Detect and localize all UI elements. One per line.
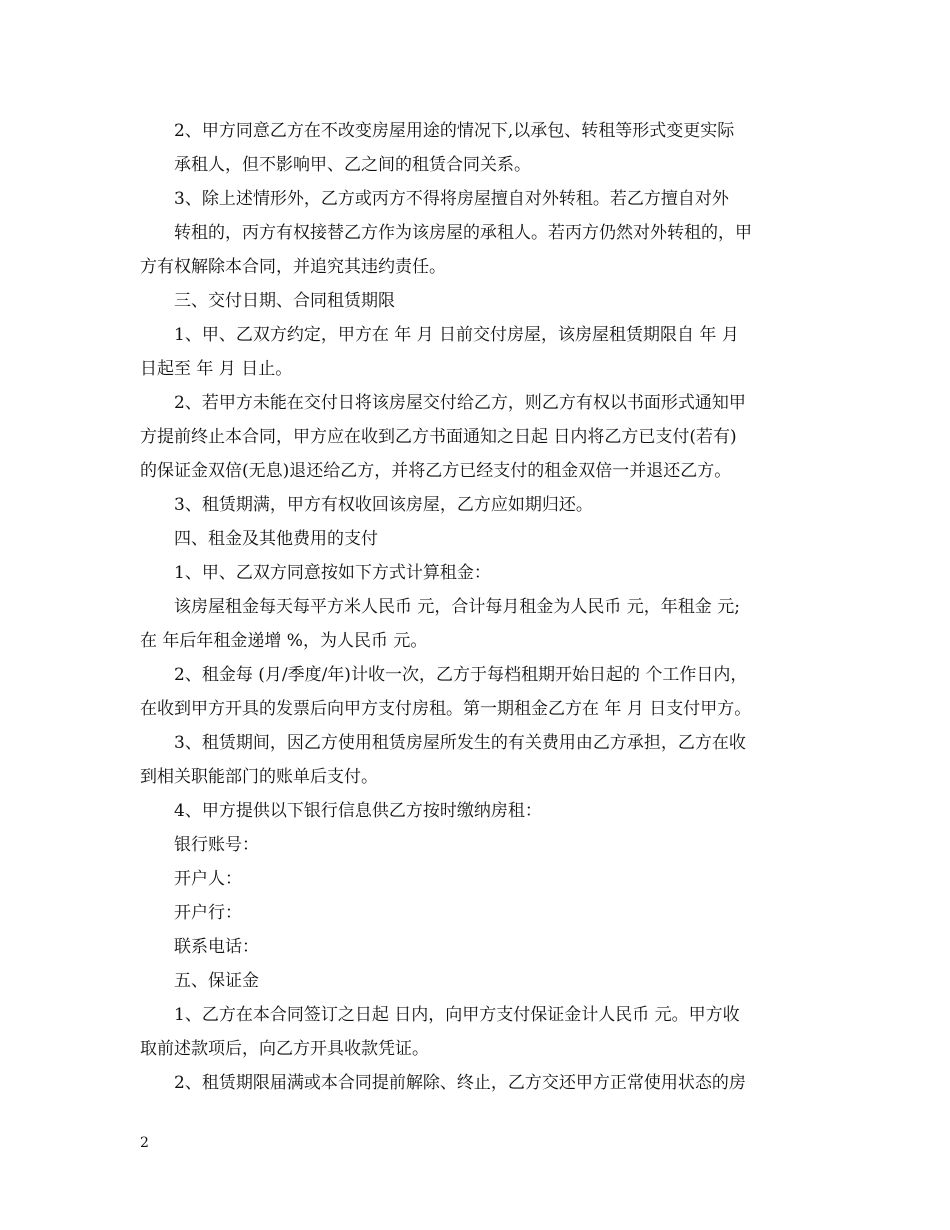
text-line: 2、甲方同意乙方在不改变房屋用途的情况下,以承包、转租等形式变更实际	[174, 121, 735, 141]
contract-text-body	[140, 117, 820, 1103]
text-line: 3、除上述情形外，乙方或丙方不得将房屋擅自对外转租。若乙方擅自对外	[174, 189, 729, 209]
text-line: 2、若甲方未能在交付日将该房屋交付给乙方，则乙方有权以书面形式通知甲	[174, 393, 746, 413]
text-line: 方有权解除本合同，并追究其违约责任。	[140, 257, 446, 277]
text-line: 开户人：	[174, 869, 242, 889]
text-line: 在 年后年租金递增 %，为人民币 元。	[140, 631, 428, 651]
text-line: 取前述款项后，向乙方开具收款凭证。	[140, 1039, 429, 1059]
text-line: 四、租金及其他费用的支付	[174, 529, 378, 549]
text-line: 五、保证金	[174, 971, 259, 991]
page-number: 2	[140, 1135, 149, 1151]
text-line: 方提前终止本合同，甲方应在收到乙方书面通知之日起 日内将乙方已支付(若有)	[140, 427, 737, 447]
text-line: 1、甲、乙双方约定，甲方在 年 月 日前交付房屋，该房屋租赁期限自 年 月	[174, 325, 739, 345]
text-line: 转租的，丙方有权接替乙方作为该房屋的承租人。若丙方仍然对外转租的，甲	[174, 223, 752, 243]
text-line: 联系电话：	[174, 937, 259, 957]
text-line: 该房屋租金每天每平方米人民币 元，合计每月租金为人民币 元，年租金 元;	[174, 597, 740, 617]
text-line: 4、甲方提供以下银行信息供乙方按时缴纳房租：	[174, 801, 542, 821]
text-line: 2、租金每 (月/季度/年)计收一次，乙方于每档租期开始日起的 个工作日内，	[174, 665, 748, 685]
text-line: 1、甲、乙双方同意按如下方式计算租金：	[174, 563, 491, 583]
text-line: 银行账号：	[174, 835, 259, 855]
text-line: 2、租赁期限届满或本合同提前解除、终止，乙方交还甲方正常使用状态的房	[174, 1073, 746, 1093]
text-line: 3、租赁期间，因乙方使用租赁房屋所发生的有关费用由乙方承担，乙方在收	[174, 733, 746, 753]
text-line: 开户行：	[174, 903, 242, 923]
text-line: 1、乙方在本合同签订之日起 日内，向甲方支付保证金计人民币 元。甲方收	[174, 1005, 740, 1025]
text-line: 3、租赁期满，甲方有权收回该房屋，乙方应如期归还。	[174, 495, 593, 515]
text-line: 到相关职能部门的账单后支付。	[140, 767, 378, 787]
text-line: 日起至 年 月 日止。	[140, 359, 293, 379]
text-line: 承租人，但不影响甲、乙之间的租赁合同关系。	[174, 155, 531, 175]
text-line: 三、交付日期、合同租赁期限	[174, 291, 395, 311]
text-line: 的保证金双倍(无息)退还给乙方，并将乙方已经支付的租金双倍一并退还乙方。	[140, 461, 732, 481]
text-line: 在收到甲方开具的发票后向甲方支付房租。第一期租金乙方在 年 月 日支付甲方。	[140, 699, 752, 719]
